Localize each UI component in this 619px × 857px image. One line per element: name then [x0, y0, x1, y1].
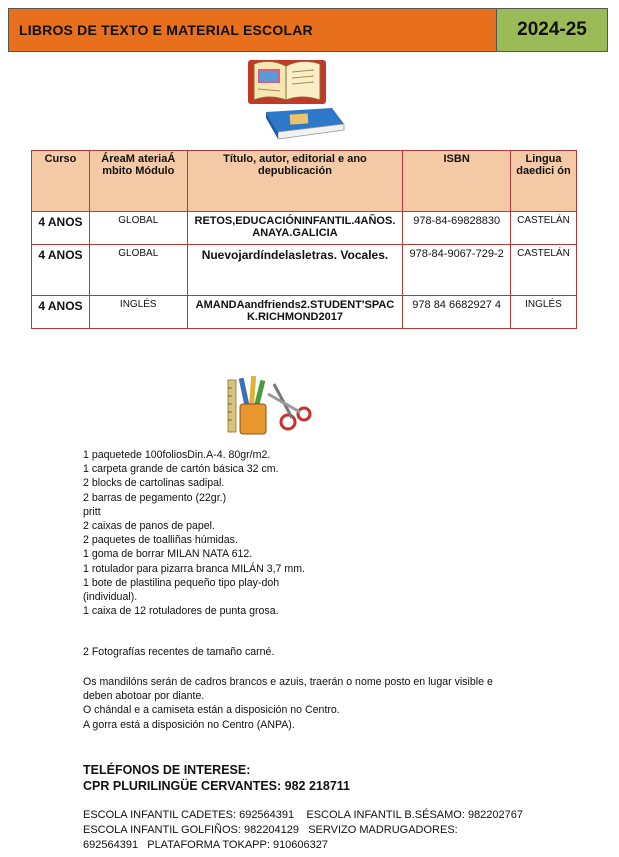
- list-item: 2 barras de pegamento (22gr.): [83, 491, 227, 504]
- list-item: 2 caixas de panos de papel.: [83, 520, 215, 533]
- list-item: 1 rotulador para pizarra branca MILÁN 3,7 mm.: [83, 562, 305, 575]
- cell-title: AMANDAandfriends2.STUDENT'SPACK.RICHMOND2017: [187, 296, 403, 329]
- photo-note: 2 Fotografías recentes de tamaño carné.: [83, 646, 275, 658]
- cell-isbn: 978-84-69828830: [403, 212, 511, 245]
- phones-list: [83, 808, 603, 853]
- cell-area: INGLÉS: [89, 296, 187, 329]
- cell-curso: 4 ANOS: [32, 296, 90, 329]
- header-year: 2024-25: [496, 9, 607, 51]
- list-item: 1 caixa de 12 rotuladores de punta grosa.: [83, 605, 279, 618]
- header-title: LIBROS DE TEXTO E MATERIAL ESCOLAR: [9, 9, 496, 51]
- col-header-curso: Curso: [32, 151, 90, 212]
- books-icon: [244, 56, 348, 142]
- table-row: [32, 296, 577, 329]
- cell-title: Nuevojardíndelasletras. Vocales.: [187, 245, 403, 296]
- phones-heading: TELÉFONOS DE INTERESE:: [83, 763, 251, 777]
- uniform-line: A gorra está a disposición no Centro (ANPA).: [83, 718, 295, 731]
- cell-area: GLOBAL: [89, 245, 187, 296]
- cell-isbn: 978 84 6682927 4: [403, 296, 511, 329]
- cell-curso: 4 ANOS: [32, 212, 90, 245]
- col-header-lang: Lingua daedici ón: [511, 151, 577, 212]
- list-item: pritt: [83, 505, 101, 518]
- cell-lang: INGLÉS: [511, 296, 577, 329]
- books-table: [31, 150, 577, 329]
- school-supplies-icon: [226, 374, 312, 436]
- cell-area: GLOBAL: [89, 212, 187, 245]
- list-item: 1 carpeta grande de cartón básica 32 cm.: [83, 463, 279, 476]
- col-header-area: ÁreaM ateriaÁ mbito Módulo: [89, 151, 187, 212]
- col-header-title: Título, autor, editorial e ano depublicación: [187, 151, 403, 212]
- material-list: [83, 448, 543, 618]
- list-item: 2 paquetes de toalliñas húmidas.: [83, 534, 238, 547]
- phone-line: ESCOLA INFANTIL GOLFIÑOS: 982204129 SERVIZO MADRUGADORES:: [83, 824, 458, 836]
- cell-isbn: 978-84-9067-729-2: [403, 245, 511, 296]
- phones-heading-block: [83, 762, 350, 794]
- table-row: [32, 245, 577, 296]
- cell-lang: CASTELÁN: [511, 245, 577, 296]
- uniform-line: deben abotoar por diante.: [83, 690, 205, 703]
- document-header: [8, 8, 608, 52]
- uniform-notes: [83, 675, 553, 732]
- list-item: 1 goma de borrar MILAN NATA 612.: [83, 548, 253, 561]
- cell-lang: CASTELÁN: [511, 212, 577, 245]
- list-item: 2 blocks de cartolinas sadipal.: [83, 477, 225, 490]
- table-row: [32, 212, 577, 245]
- col-header-isbn: ISBN: [403, 151, 511, 212]
- books-table-header-row: [32, 151, 577, 212]
- phone-line: ESCOLA INFANTIL CADETES: 692564391 ESCOLA INFANTIL B.SÉSAMO: 982202767: [83, 809, 524, 821]
- cell-curso: 4 ANOS: [32, 245, 90, 296]
- list-item: 1 paquetede 100foliosDin.A-4. 80gr/m2.: [83, 449, 271, 461]
- phone-line: 692564391 PLATAFORMA TOKAPP: 910606327: [83, 839, 329, 851]
- uniform-line: O chándal e a camiseta están a disposición no Centro.: [83, 704, 340, 717]
- cell-title: RETOS,EDUCACIÓNINFANTIL.4AÑOS.ANAYA.GALICIA: [187, 212, 403, 245]
- list-item: 1 bote de plastilina pequeño tipo play-doh: [83, 576, 280, 589]
- phones-cpr: CPR PLURILINGÜE CERVANTES: 982 218711: [83, 779, 350, 793]
- uniform-line: Os mandilóns serán de cadros brancos e azuis, traerán o nome posto en lugar visible e: [83, 676, 493, 688]
- list-item: (individual).: [83, 591, 138, 604]
